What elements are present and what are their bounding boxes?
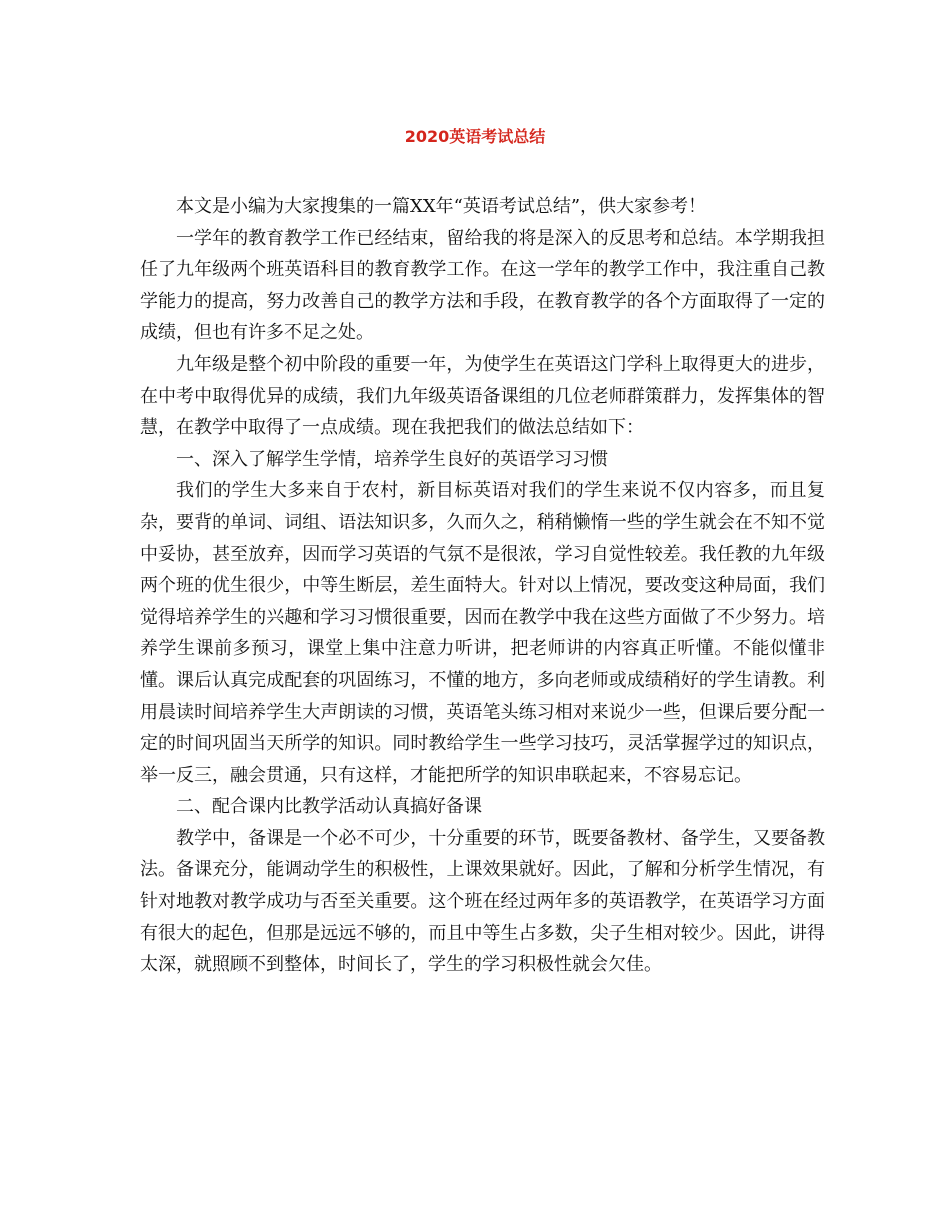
section-heading-1: 一、深入了解学生学情，培养学生良好的英语学习习惯 [176, 448, 608, 470]
paragraph-section-2: 教学中，备课是一个必不可少，十分重要的环节，既要备教材、备学生，又要备教法。备课充分，能调动学生的积极性，上课效果就好。因此，了解和分析学生情况，有针对地教对教学成功与否至关重要。这个班在经过两年多的英语教学，在英语学习方面有很大的起色，但那是远远不够的，而且中等生占多数，尖子生相对较少。因此，讲得太深，就照顾不到整体，时间长了，学生的学习积极性就会欠佳。 [140, 827, 825, 976]
paragraph-intro: 本文是小编为大家搜集的一篇XX年“英语考试总结”，供大家参考！ [176, 196, 707, 217]
paragraph-grade-nine: 九年级是整个初中阶段的重要一年，为使学生在英语这门学科上取得更大的进步，在中考中取得优异的成绩，我们九年级英语备课组的几位老师群策群力，发挥集体的智慧，在教学中取得了一点成绩。现在我把我们的做法总结如下： [140, 353, 825, 439]
document-title: 2020英语考试总结 [404, 127, 546, 146]
paragraph-section-1: 我们的学生大多来自于农村，新目标英语对我们的学生来说不仅内容多，而且复杂，要背的单词、词组、语法知识多，久而久之，稍稍懒惰一些的学生就会在不知不觉中妥协，甚至放弃，因而学习英语的气氛不是很浓，学习自觉性较差。我任教的九年级两个班的优生很少，中等生断层，差生面特大。针对以上情况，要改变这种局面，我们觉得培养学生的兴趣和学习习惯很重要，因而在教学中我在这些方面做了不少努力。培养学生课前多预习，课堂上集中注意力听讲，把老师讲的内容真正听懂。不能似懂非懂。课后认真完成配套的巩固练习，不懂的地方，多向老师或成绩稍好的学生请教。利用晨读时间培养学生大声朗读的习惯，英语笔头练习相对来说少一些，但课后要分配一定的时间巩固当天所学的知识。同时教给学生一些学习技巧，灵活掌握学过的知识点，举一反三，融会贯通，只有这样，才能把所学的知识串联起来，不容易忘记。 [140, 480, 825, 786]
paragraph-overview: 一学年的教育教学工作已经结束，留给我的将是深入的反思考和总结。本学期我担任了九年级两个班英语科目的教育教学工作。在这一学年的教学工作中，我注重自己教学能力的提高，努力改善自己的教学方法和手段，在教育教学的各个方面取得了一定的成绩，但也有许多不足之处。 [140, 227, 825, 344]
document-body [140, 191, 825, 981]
section-heading-2: 二、配合课内比教学活动认真搞好备课 [176, 796, 482, 818]
